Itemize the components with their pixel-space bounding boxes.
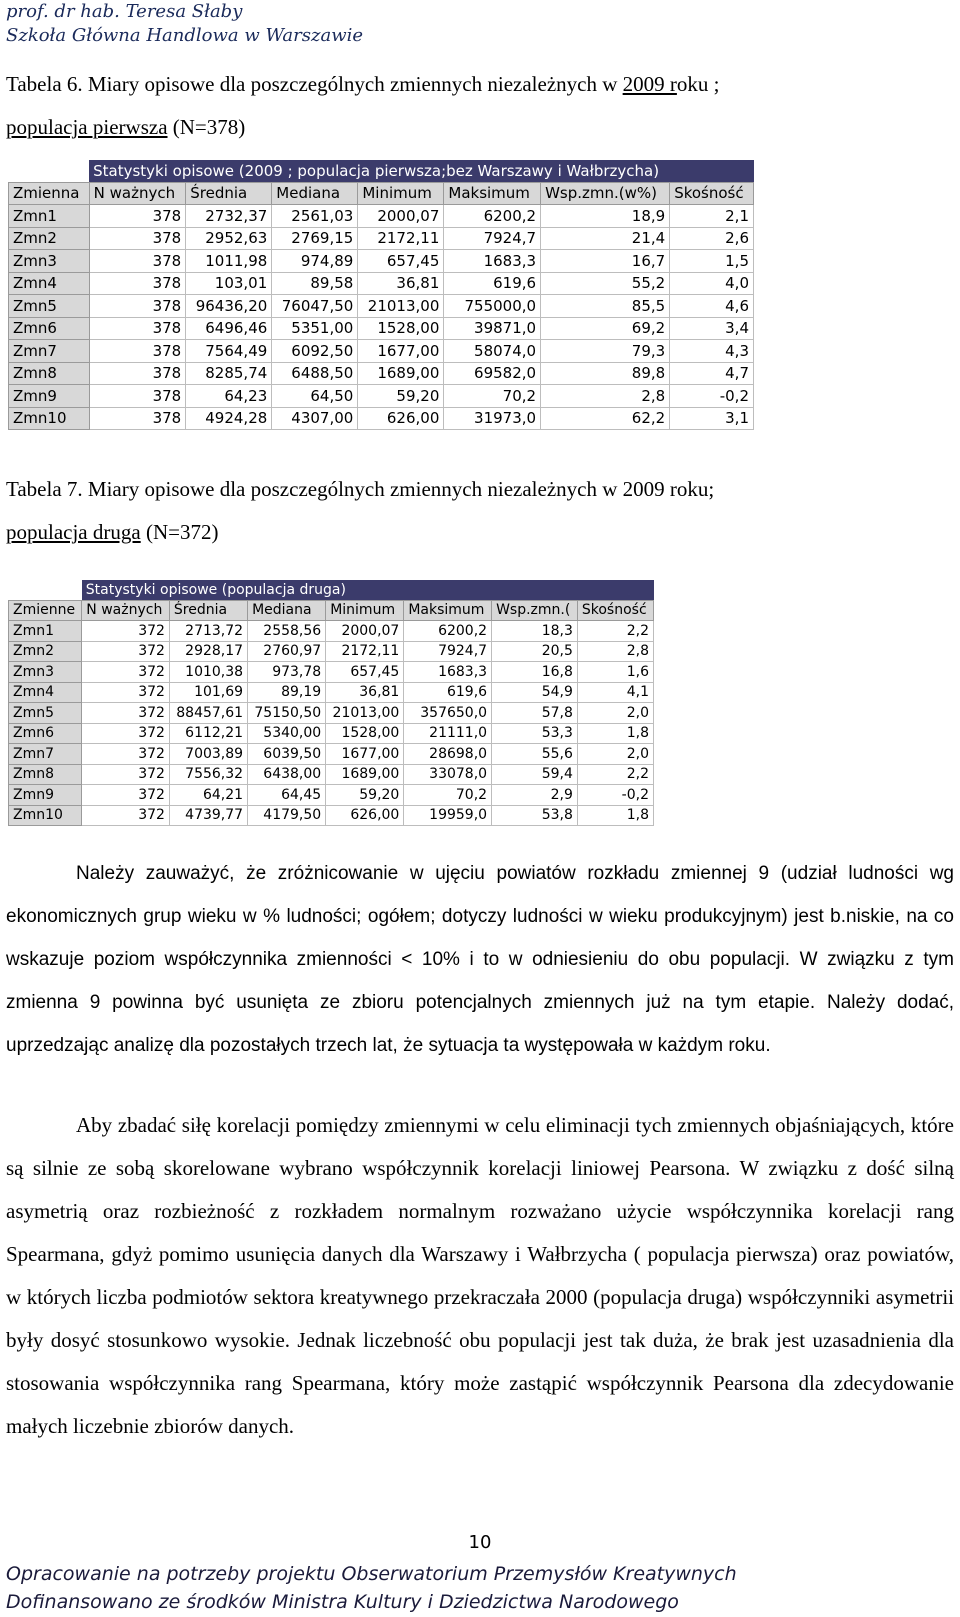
table7-row-label: Zmn8 [9,764,82,785]
table7-cell: 18,3 [492,621,578,642]
table6-cell: 755000,0 [444,295,541,318]
table6-header: N ważnych [89,182,186,205]
table6-caption-text: Tabela 6. Miary opisowe dla poszczególnych zmiennych niezależnych w [6,72,623,96]
table7-cell: 372 [82,682,170,703]
table6-cell: 4,6 [670,295,754,318]
table6-cell: 6092,50 [272,340,358,363]
table6-cell: 39871,0 [444,317,541,340]
table7-cell: 4,1 [577,682,653,703]
table7-cell: 2,0 [577,703,653,724]
table7-cell: 57,8 [492,703,578,724]
table7-cell: 4179,50 [248,805,326,826]
table6-cell: 1677,00 [358,340,444,363]
table6-cell: 79,3 [541,340,670,363]
table7-cell: 619,6 [404,682,492,703]
table7-cell: 7003,89 [169,744,247,765]
table7-row [9,744,654,765]
table6-cell: 2,6 [670,227,754,250]
table6-cell: 378 [89,295,186,318]
table6-cell: 619,6 [444,272,541,295]
table7-row [9,805,654,826]
table6-row [9,295,754,318]
table6-cell: 378 [89,362,186,385]
table7-cell: 6200,2 [404,621,492,642]
table6-cell: 378 [89,205,186,228]
table7-cell: 88457,61 [169,703,247,724]
header-institution: Szkoła Główna Handlowa w Warszawie [6,25,364,46]
table7-cell: 2,8 [577,641,653,662]
table6-row-label: Zmn5 [9,295,90,318]
table6-header: Wsp.zmn.(w%) [541,182,670,205]
table6-row-label: Zmn8 [9,362,90,385]
table7-cell: 6438,00 [248,764,326,785]
table7-cell: 372 [82,621,170,642]
table6-cell: 21,4 [541,227,670,250]
table6-cell: 2,1 [670,205,754,228]
footer-funding: Dofinansowano ze środków Ministra Kultury i Dziedzictwa Narodowego [6,1591,679,1613]
table7-row-label: Zmn2 [9,641,82,662]
table6-cell: 3,1 [670,407,754,430]
table6-cell: 4,0 [670,272,754,295]
table6-cell: 59,20 [358,385,444,408]
table7-cell: 6112,21 [169,723,247,744]
table7-cell: 2558,56 [248,621,326,642]
table7-row-label: Zmn4 [9,682,82,703]
table6-cell: 4,3 [670,340,754,363]
table6-cell: 69582,0 [444,362,541,385]
table6-cell: 7564,49 [186,340,272,363]
table6-cell: 1689,00 [358,362,444,385]
table6-header: Mediana [272,182,358,205]
table6-row-label: Zmn10 [9,407,90,430]
table6-cell: 76047,50 [272,295,358,318]
table7-header: Zmienne [9,600,82,621]
table7-header: Minimum [326,600,404,621]
table7-cell: 1,8 [577,805,653,826]
table6-cell: 55,2 [541,272,670,295]
table7-row [9,641,654,662]
table7-cell: 372 [82,703,170,724]
table6-caption [6,63,954,149]
table7-cell: 6039,50 [248,744,326,765]
table7-cell: 372 [82,723,170,744]
table7-cell: 1528,00 [326,723,404,744]
table7-cell: 7556,32 [169,764,247,785]
table7-row-label: Zmn3 [9,662,82,683]
table7-cell: 2000,07 [326,621,404,642]
table6-header-row [9,182,754,205]
table7-corner [9,580,82,600]
table6-caption-population: populacja pierwsza [6,115,168,139]
table6-cell: 378 [89,407,186,430]
table7-row-label: Zmn10 [9,805,82,826]
table6-title: Statystyki opisowe (2009 ; populacja pierwsza;bez Warszawy i Wałbrzycha) [89,160,753,182]
table6-cell: 626,00 [358,407,444,430]
table7-cell: 372 [82,744,170,765]
table7-cell: 75150,50 [248,703,326,724]
table7-cell: 372 [82,785,170,806]
table6-header: Maksimum [444,182,541,205]
table6-row [9,340,754,363]
page-number: 10 [468,1532,492,1553]
table6-cell: 378 [89,317,186,340]
page-header [6,0,363,48]
table6-cell: 96436,20 [186,295,272,318]
table6-cell: 378 [89,272,186,295]
table7-cell: 2,0 [577,744,653,765]
table7-header: Skośność [577,600,653,621]
table6-cell: 4,7 [670,362,754,385]
table6 [8,160,754,430]
table6-cell: 103,01 [186,272,272,295]
table6-cell: 1011,98 [186,250,272,273]
table7-row-label: Zmn7 [9,744,82,765]
table6-cell: 974,89 [272,250,358,273]
table7-cell: 372 [82,662,170,683]
table7-row-label: Zmn5 [9,703,82,724]
table6-header: Skośność [670,182,754,205]
table7-cell: 372 [82,764,170,785]
table7-cell: 89,19 [248,682,326,703]
table6-cell: 2000,07 [358,205,444,228]
table6-cell: 85,5 [541,295,670,318]
table7-cell: 19959,0 [404,805,492,826]
table7-cell: 2713,72 [169,621,247,642]
table7-header: Maksimum [404,600,492,621]
table6-row-label: Zmn9 [9,385,90,408]
table6-row [9,205,754,228]
header-author: prof. dr hab. Teresa Słaby [6,1,243,22]
table7-row [9,785,654,806]
table7-caption-text: Tabela 7. Miary opisowe dla poszczególnych zmiennych niezależnych w 2009 roku; [6,477,715,501]
table6-row [9,407,754,430]
table7-cell: 59,4 [492,764,578,785]
table7-cell: 21111,0 [404,723,492,744]
table7-cell: 55,6 [492,744,578,765]
table6-cell: 58074,0 [444,340,541,363]
paragraph-correlation: Aby zbadać siłę korelacji pomiędzy zmiennymi w celu eliminacji tych zmiennych objaśniających, które są silnie ze sobą skorelowane wybrano współczynnik korelacji liniowej Pearsona. W związku z dość silną asymetrią oraz rozbieżność z rozkładem normalnym rozważano użycie współczynnika korelacji rang Spearmana, gdyż pomimo usunięcia danych dla Warszawy i Wałbrzycha ( populacja pierwsza) oraz powiatów, w których liczba podmiotów sektora kreatywnego przekraczała 2000 (populacja druga) współczynniki asymetrii były dosyć stosunkowo wysokie. Jednak liczebność obu populacji jest tak duża, że brak jest uzasadnienia dla stosowania współczynnika rang Spearmana, który może zastąpić współczynnik Pearsona dla zdecydowanie małych liczebnie zbiorów danych. [6,1113,954,1438]
table7-header: Wsp.zmn.( [492,600,578,621]
table6-cell: 5351,00 [272,317,358,340]
table7-cell: 5340,00 [248,723,326,744]
table6-cell: 2732,37 [186,205,272,228]
table7-cell: 33078,0 [404,764,492,785]
table7-cell: 1677,00 [326,744,404,765]
table7-cell: 64,45 [248,785,326,806]
table7-row [9,703,654,724]
table7-cell: 53,3 [492,723,578,744]
table7 [8,580,654,826]
table6-cell: 6488,50 [272,362,358,385]
table7-cell: 1683,3 [404,662,492,683]
footer-project: Opracowanie na potrzeby projektu Obserwatorium Przemysłów Kreatywnych [6,1563,737,1585]
table7-cell: 657,45 [326,662,404,683]
table6-row [9,227,754,250]
table7-cell: 20,5 [492,641,578,662]
table7-caption-n: (N=372) [140,520,219,544]
table7-row [9,662,654,683]
table6-cell: 31973,0 [444,407,541,430]
table6-cell: 18,9 [541,205,670,228]
table7-caption [6,468,954,554]
table7-cell: -0,2 [577,785,653,806]
table6-cell: 62,2 [541,407,670,430]
table7-caption-population: populacja druga [6,520,141,544]
table7-header: N ważnych [82,600,170,621]
table7-cell: 70,2 [404,785,492,806]
table6-cell: 6496,46 [186,317,272,340]
table6-row-label: Zmn1 [9,205,90,228]
table6-row [9,250,754,273]
table7-cell: 36,81 [326,682,404,703]
table7-cell: 357650,0 [404,703,492,724]
table6-row [9,362,754,385]
table6-cell: 378 [89,385,186,408]
table6-cell: 378 [89,250,186,273]
table7-cell: 372 [82,805,170,826]
table7-cell: 626,00 [326,805,404,826]
table7-cell: 2,2 [577,621,653,642]
table7-cell: 2928,17 [169,641,247,662]
table7-header: Mediana [248,600,326,621]
footer [6,1560,737,1616]
table6-cell: 89,8 [541,362,670,385]
table6-cell: 2952,63 [186,227,272,250]
table7-row [9,723,654,744]
table7-cell: 64,21 [169,785,247,806]
table7-row [9,764,654,785]
table7-cell: 54,9 [492,682,578,703]
table6-cell: 16,7 [541,250,670,273]
table7-cell: 1,6 [577,662,653,683]
table6-cell: -0,2 [670,385,754,408]
table6-row-label: Zmn4 [9,272,90,295]
table6-cell: 69,2 [541,317,670,340]
table6-row-label: Zmn6 [9,317,90,340]
table7-cell: 4739,77 [169,805,247,826]
table6-cell: 3,4 [670,317,754,340]
table6-cell: 378 [89,340,186,363]
table7-row [9,621,654,642]
table7-header-row [9,600,654,621]
table6-cell: 1528,00 [358,317,444,340]
table6-cell: 70,2 [444,385,541,408]
table6-row-label: Zmn3 [9,250,90,273]
table7-row-label: Zmn1 [9,621,82,642]
table7-cell: 2760,97 [248,641,326,662]
table6-row [9,317,754,340]
table7-cell: 53,8 [492,805,578,826]
table7-cell: 7924,7 [404,641,492,662]
table6-header: Średnia [186,182,272,205]
table7-cell: 28698,0 [404,744,492,765]
table6-caption-end: oku ; [676,72,720,96]
table6-cell: 2561,03 [272,205,358,228]
table6-cell: 1683,3 [444,250,541,273]
table6-caption-n: (N=378) [167,115,246,139]
table7-cell: 59,20 [326,785,404,806]
table7-cell: 2,2 [577,764,653,785]
table6-cell: 2172,11 [358,227,444,250]
table6-cell: 21013,00 [358,295,444,318]
table6-cell: 64,23 [186,385,272,408]
table7-row [9,682,654,703]
paragraph-variable9: Należy zauważyć, że zróżnicowanie w ujęciu powiatów rozkładu zmiennej 9 (udział ludności wg ekonomicznych grup wieku w % ludności; ogółem; dotyczy ludności w wieku produkcyjnym) jest b.niskie, na co wskazuje poziom współczynnika zmienności < 10% i to w odniesieniu do obu populacji. W związku z tym zmienna 9 powinna być usunięta ze zbioru potencjalnych zmiennych już na tym etapie. Należy dodać, uprzedzając analizę dla pozostałych trzech lat, że sytuacja ta występowała w każdym roku. [6,863,954,1056]
table6-cell: 64,50 [272,385,358,408]
table7-row-label: Zmn9 [9,785,82,806]
table6-cell: 378 [89,227,186,250]
table7-header: Średnia [169,600,247,621]
table6-cell: 89,58 [272,272,358,295]
table7-title: Statystyki opisowe (populacja druga) [82,580,654,600]
table6-row [9,385,754,408]
table6-cell: 4307,00 [272,407,358,430]
table6-cell: 7924,7 [444,227,541,250]
table7-cell: 21013,00 [326,703,404,724]
table6-corner [9,160,90,182]
table7-cell: 1689,00 [326,764,404,785]
table7-cell: 16,8 [492,662,578,683]
table6-cell: 36,81 [358,272,444,295]
table6-cell: 8285,74 [186,362,272,385]
table7-cell: 2172,11 [326,641,404,662]
table6-caption-year: 2009 r [622,72,677,96]
table6-header: Zmienna [9,182,90,205]
table6-row-label: Zmn7 [9,340,90,363]
table6-cell: 6200,2 [444,205,541,228]
table6-cell: 2,8 [541,385,670,408]
table6-cell: 1,5 [670,250,754,273]
table6-row-label: Zmn2 [9,227,90,250]
table6-cell: 657,45 [358,250,444,273]
table6-header: Minimum [358,182,444,205]
table7-cell: 372 [82,641,170,662]
table7-row-label: Zmn6 [9,723,82,744]
table7-cell: 2,9 [492,785,578,806]
table6-cell: 2769,15 [272,227,358,250]
table7-cell: 1,8 [577,723,653,744]
table6-row [9,272,754,295]
table7-cell: 973,78 [248,662,326,683]
table7-cell: 101,69 [169,682,247,703]
table6-cell: 4924,28 [186,407,272,430]
table7-cell: 1010,38 [169,662,247,683]
